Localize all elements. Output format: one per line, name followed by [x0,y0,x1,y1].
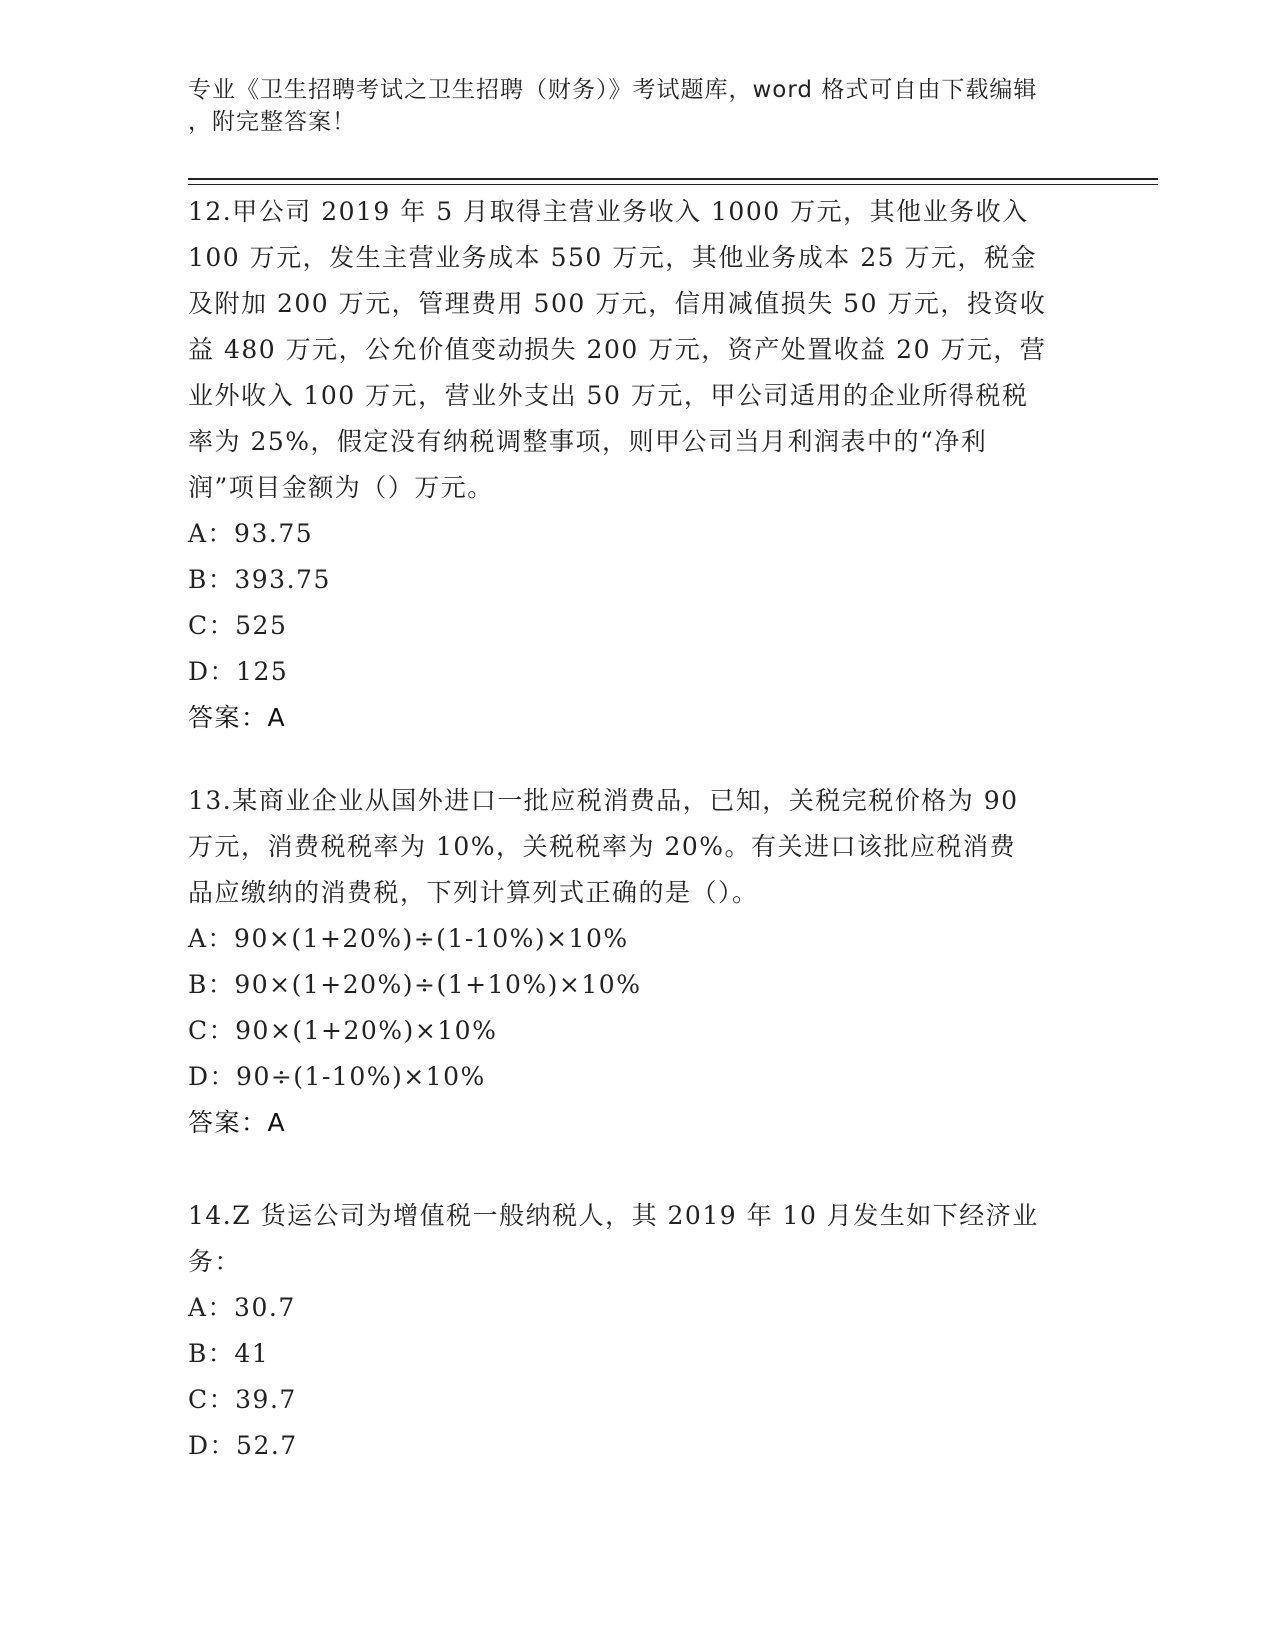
header-divider-thick [188,178,1158,180]
option-d: D：52.7 [188,1431,298,1460]
question-stem-line: 品应缴纳的消费税，下列计算列式正确的是（）。 [188,878,759,907]
header-title-line-2: ，附完整答案！ [188,109,356,135]
header-divider-thin [188,184,1158,185]
question-stem-line: 12.甲公司 2019 年 5 月取得主营业务收入 1000 万元，其他业务收入 [188,197,1029,226]
option-b: B：393.75 [188,565,331,594]
option-a: A：93.75 [188,519,314,548]
question-stem-line: 100 万元，发生主营业务成本 550 万元，其他业务成本 25 万元，税金 [188,243,1037,272]
question-stem-line: 业外收入 100 万元，营业外支出 50 万元，甲公司适用的企业所得税税 [188,381,1029,410]
question-stem-line: 14.Z 货运公司为增值税一般纳税人，其 2019 年 10 月发生如下经济业 [188,1201,1039,1230]
option-a: A：90×(1+20%)÷(1-10%)×10% [188,924,629,953]
question-stem-line: 务： [188,1247,242,1276]
question-stem-line: 13.某商业企业从国外进口一批应税消费品，已知，关税完税价格为 90 [188,786,1019,815]
question-13 [188,778,1088,1146]
option-b: B：41 [188,1339,270,1368]
question-stem-line: 率为 25%，假定没有纳税调整事项，则甲公司当月利润表中的“净利 [188,427,988,456]
question-12 [188,189,1088,741]
document-header [188,74,1068,138]
question-stem-line: 及附加 200 万元，管理费用 500 万元，信用减值损失 50 万元，投资收 [188,289,1047,318]
option-c: C：525 [188,611,288,640]
option-d: D：90÷(1-10%)×10% [188,1062,486,1091]
question-stem-line: 益 480 万元，公允价值变动损失 200 万元，资产处置收益 20 万元，营 [188,335,1047,364]
option-b: B：90×(1+20%)÷(1+10%)×10% [188,970,642,999]
header-title-line-1: 专业《卫生招聘考试之卫生招聘（财务）》考试题库，word 格式可自由下载编辑 [188,77,1038,103]
answer-line: 答案：A [188,703,287,732]
option-c: C：39.7 [188,1385,297,1414]
answer-line: 答案：A [188,1108,287,1137]
question-stem-line: 万元，消费税税率为 10%，关税税率为 20%。有关进口该批应税消费 [188,832,1017,861]
option-a: A：30.7 [188,1293,296,1322]
question-14 [188,1193,1088,1469]
question-stem-line: 润”项目金额为（）万元。 [188,473,494,502]
option-c: C：90×(1+20%)×10% [188,1016,498,1045]
option-d: D：125 [188,657,289,686]
